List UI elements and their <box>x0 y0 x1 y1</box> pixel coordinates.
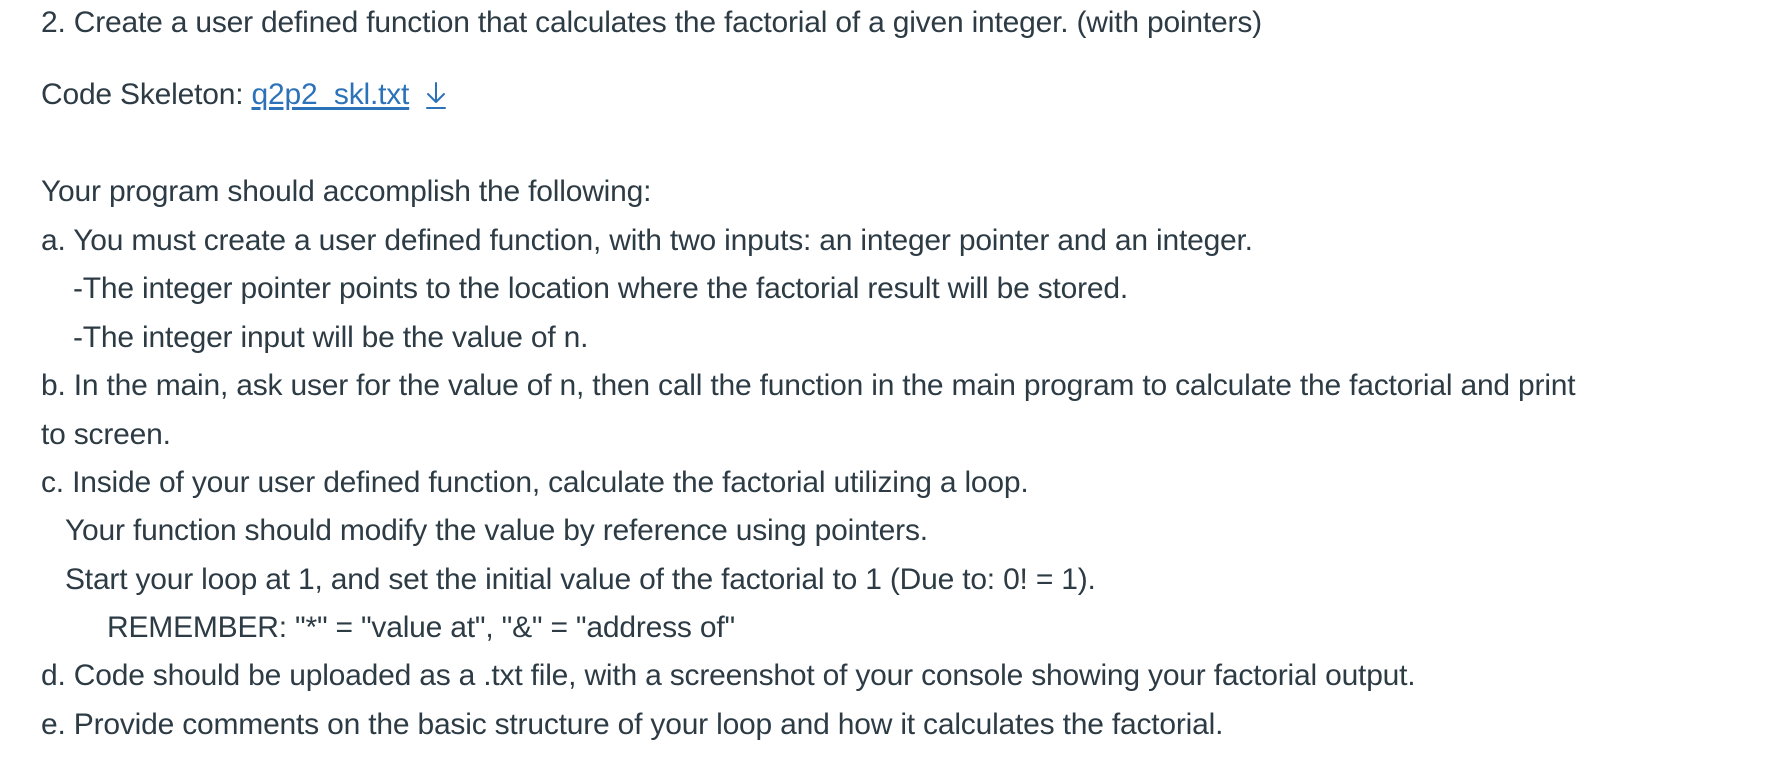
instruction-a: a. You must create a user defined function, with two inputs: an integer pointer and an integer. <box>41 224 1253 257</box>
instruction-b: b. In the main, ask user for the value of n, then call the function in the main program to calculate the factorial and print <box>41 369 1576 402</box>
instruction-b-continued: to screen. <box>41 418 171 451</box>
instruction-d: d. Code should be uploaded as a .txt file, with a screenshot of your console showing your factorial output. <box>41 659 1416 692</box>
question-title: 2. Create a user defined function that calculates the factorial of a given integer. (with pointers) <box>41 6 1262 39</box>
instruction-c-reminder: REMEMBER: "*" = "value at", "&" = "address of" <box>107 611 735 644</box>
instructions-intro: Your program should accomplish the following: <box>41 175 652 208</box>
instruction-c-sub1: Your function should modify the value by reference using pointers. <box>65 514 928 547</box>
code-skeleton-label: Code Skeleton: <box>41 78 252 111</box>
code-skeleton-file-link[interactable]: q2p2_skl.txt <box>251 78 410 111</box>
code-skeleton-row <box>41 76 451 114</box>
download-icon[interactable] <box>421 80 451 112</box>
instruction-a-sub1: -The integer pointer points to the location where the factorial result will be stored. <box>73 272 1129 305</box>
instruction-a-sub2: -The integer input will be the value of n. <box>73 321 589 354</box>
instruction-e: e. Provide comments on the basic structure of your loop and how it calculates the factorial. <box>41 708 1224 741</box>
instruction-c: c. Inside of your user defined function, calculate the factorial utilizing a loop. <box>41 466 1029 499</box>
instruction-c-sub2: Start your loop at 1, and set the initial value of the factorial to 1 (Due to: 0! = 1). <box>65 563 1096 596</box>
